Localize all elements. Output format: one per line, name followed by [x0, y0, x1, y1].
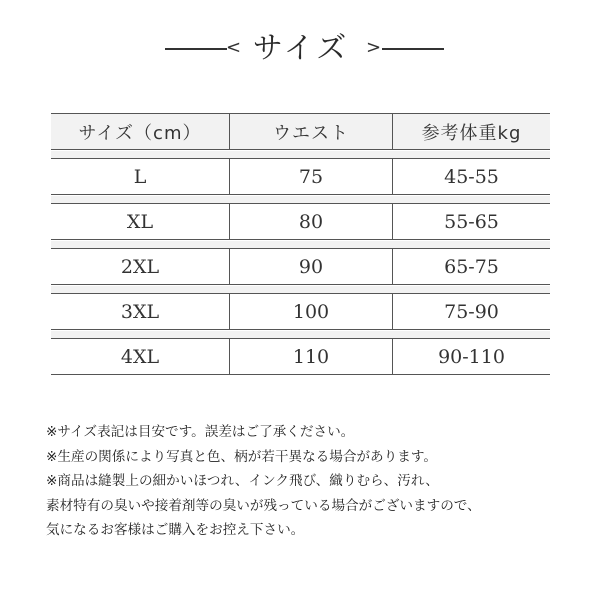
- table-row: [51, 338, 550, 375]
- table-row: [51, 248, 550, 285]
- header-size: サイズ（cm）: [78, 122, 202, 144]
- size-cell: 3XL: [120, 300, 160, 323]
- waist-cell: 100: [229, 294, 392, 329]
- weight-cell: 90-110: [392, 339, 550, 374]
- page-title: サイズ: [252, 31, 350, 66]
- section-heading: [0, 26, 600, 72]
- size-cell: 4XL: [120, 345, 160, 368]
- chevron-right-icon: >: [366, 37, 382, 58]
- header-waist: ウエスト: [229, 114, 392, 149]
- notes-section: [46, 420, 586, 543]
- waist-cell: 90: [229, 249, 392, 284]
- weight-cell: 45-55: [392, 159, 550, 194]
- waist-cell: 80: [229, 204, 392, 239]
- waist-cell: 75: [229, 159, 392, 194]
- heading-rule-right: [382, 48, 444, 50]
- weight-cell: 65-75: [392, 249, 550, 284]
- note-line: ※生産の関係により写真と色、柄が若干異なる場合があります。: [46, 448, 437, 465]
- table-row: [51, 203, 550, 240]
- note-line: ※サイズ表記は目安です。誤差はご了承ください。: [46, 424, 355, 440]
- note-line: 気になるお客様はご購入をお控え下さい。: [46, 522, 305, 539]
- size-cell: XL: [126, 210, 154, 233]
- table-header-row: [51, 113, 550, 150]
- weight-cell: 75-90: [392, 294, 550, 329]
- header-weight: 参考体重kg: [392, 114, 550, 149]
- note-line: ※商品は縫製上の細かいほつれ、インク飛び、織りむら、汚れ、: [46, 473, 439, 490]
- note-line: 素材特有の臭いや接着剤等の臭いが残っている場合がございますので、: [46, 497, 481, 514]
- size-table: [51, 113, 550, 375]
- table-row: [51, 158, 550, 195]
- table-row: [51, 293, 550, 330]
- chevron-left-icon: <: [226, 37, 242, 58]
- heading-rule-left: [165, 48, 227, 50]
- waist-cell: 110: [229, 339, 392, 374]
- size-cell: L: [133, 165, 147, 188]
- weight-cell: 55-65: [392, 204, 550, 239]
- size-cell: 2XL: [120, 255, 160, 278]
